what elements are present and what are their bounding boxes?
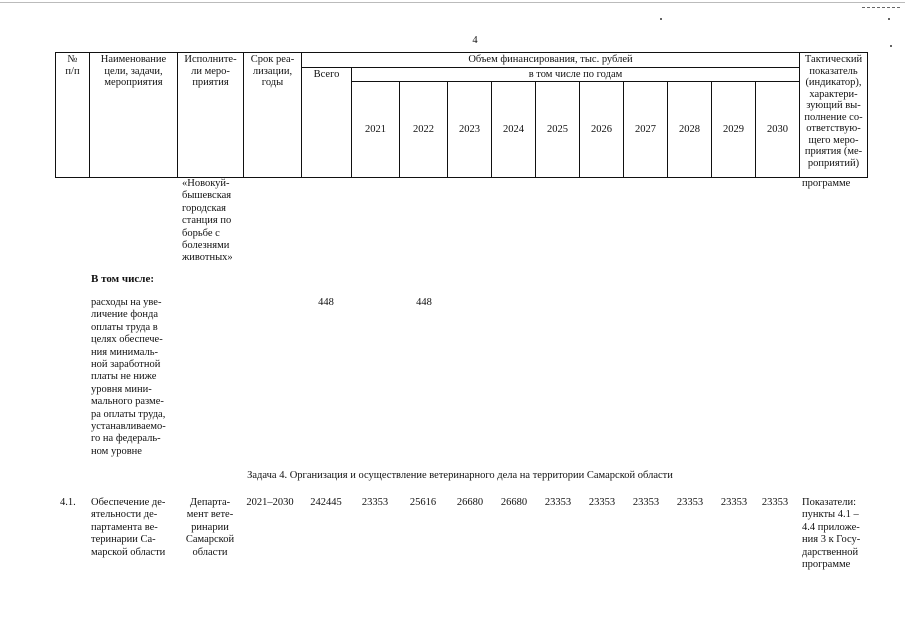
expense-2021: 448 bbox=[416, 297, 432, 308]
year-2029: 2029 bbox=[712, 82, 756, 178]
year-2028: 2028 bbox=[668, 82, 712, 178]
row-value-2023: 26680 bbox=[456, 497, 484, 508]
row-name: Обеспечение де- ятельности де- партамента ве- теринарии Са- марской области bbox=[91, 497, 166, 558]
year-2030: 2030 bbox=[756, 82, 800, 178]
row-value-2024: 26680 bbox=[500, 497, 528, 508]
top-border-line bbox=[0, 2, 905, 3]
year-2026: 2026 bbox=[580, 82, 624, 178]
row-executor: Департа- мент вете- ринарии Самарской области bbox=[185, 497, 235, 558]
year-2023: 2023 bbox=[448, 82, 492, 178]
scan-mark-dash bbox=[862, 7, 900, 8]
header-table bbox=[55, 52, 868, 178]
col-header-by-year: в том числе по годам bbox=[352, 67, 800, 82]
col-header-executor: Исполните- ли меро- приятия bbox=[178, 53, 244, 178]
row-value-2021: 23353 bbox=[361, 497, 389, 508]
scan-speck bbox=[660, 18, 662, 20]
row-number: 4.1. bbox=[60, 497, 76, 508]
task-title: Задача 4. Организация и осуществление ветеринарного дела на территории Самарской области bbox=[247, 470, 673, 481]
year-2024: 2024 bbox=[492, 82, 536, 178]
col-header-name: Наименование цели, задачи, мероприятия bbox=[90, 53, 178, 178]
executor-continuation: «Новокуй- бышевская городская станция по борьбе с болезнями животных» bbox=[182, 178, 233, 264]
row-value-2027: 23353 bbox=[632, 497, 660, 508]
year-2021: 2021 bbox=[352, 82, 400, 178]
row-period: 2021–2030 bbox=[246, 497, 294, 508]
scan-speck bbox=[890, 45, 892, 47]
expense-name: расходы на уве- личение фонда оплаты труда в целях обеспече- ния минималь- ной заработной платы не ниже уровня мини- мального разме- ра оплаты труда, устанавливаемо- го на федераль- ном уровне bbox=[91, 297, 166, 457]
col-header-funding: Объем финансирования, тыс. рублей bbox=[302, 53, 800, 68]
page-number: 4 bbox=[472, 35, 478, 46]
year-2022: 2022 bbox=[400, 82, 448, 178]
row-value-2026: 23353 bbox=[588, 497, 616, 508]
row-value-2028: 23353 bbox=[676, 497, 704, 508]
row-value-2029: 23353 bbox=[720, 497, 748, 508]
indicator-continuation: программе bbox=[802, 178, 851, 189]
row-value-2025: 23353 bbox=[544, 497, 572, 508]
row-indicator: Показатели: пункты 4.1 – 4.4 приложе- ния 3 к Госу- дарственной программе bbox=[802, 497, 861, 571]
row-value-2030: 23353 bbox=[761, 497, 789, 508]
expense-total: 448 bbox=[318, 297, 334, 308]
col-header-indicator: Тактический показатель (индикатор), характери- зующий вы- полнение со- ответствую- щего меро- приятия (ме- роприятий) bbox=[800, 53, 868, 178]
row-total: 242445 bbox=[310, 497, 342, 508]
col-header-period: Срок реа- лизации, годы bbox=[244, 53, 302, 178]
col-header-total: Всего bbox=[302, 67, 352, 178]
including-label: В том числе: bbox=[91, 273, 155, 285]
scan-speck bbox=[888, 18, 890, 20]
year-2025: 2025 bbox=[536, 82, 580, 178]
row-value-2022: 25616 bbox=[409, 497, 437, 508]
col-header-number: № п/п bbox=[56, 53, 90, 178]
year-2027: 2027 bbox=[624, 82, 668, 178]
